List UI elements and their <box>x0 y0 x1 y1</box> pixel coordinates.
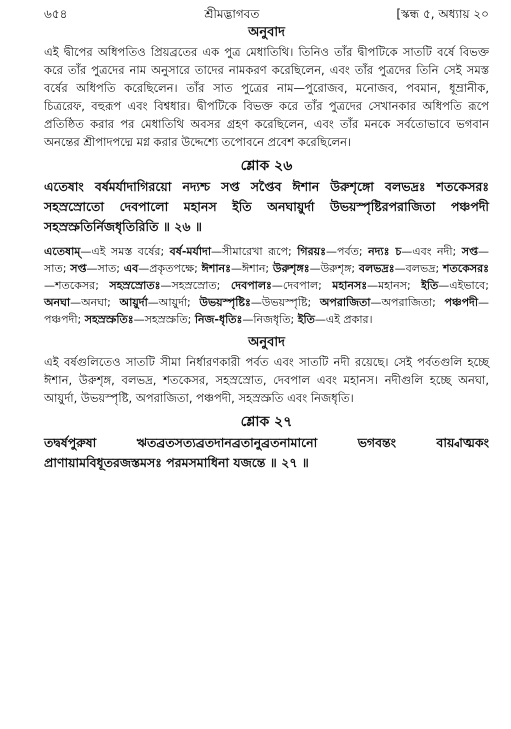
synonym-dash: — <box>478 245 490 258</box>
book-title: শ্রীমদ্ভাগবত <box>204 7 260 21</box>
synonym-meaning: সহস্রস্রুতি; <box>144 313 195 326</box>
synonym-dash: — <box>230 262 242 275</box>
chapter-reference: [স্কন্ধ ৫, অধ্যায় ২০ <box>396 7 489 21</box>
synonym-word: সপ্ত <box>70 262 87 275</box>
synonym-meaning: দেবপাল; <box>282 279 333 292</box>
verse-26-heading: শ্লোক ২৬ <box>240 158 293 174</box>
synonym-word: নদ্যঃ চ <box>368 245 402 258</box>
synonym-dash: — <box>326 245 338 258</box>
synonym-word: আয়ুর্দা <box>119 296 148 309</box>
synonym-meaning: মহানস; <box>378 279 422 292</box>
synonym-dash: — <box>394 262 406 275</box>
synonym-word: ইতি <box>297 313 315 326</box>
synonym-meaning: প্রকৃতপক্ষে; <box>149 262 202 275</box>
synonym-word: শতকেসরঃ <box>442 262 489 275</box>
synonym-dash: — <box>160 279 172 292</box>
synonym-word: দেবপালঃ <box>230 279 272 292</box>
synonym-meaning: পঞ্চপদী; <box>44 313 85 326</box>
synonym-dash: — <box>147 296 159 309</box>
synonym-dash: — <box>242 313 254 326</box>
synonym-dash: — <box>86 262 98 275</box>
synonym-dash: — <box>250 296 262 309</box>
translation-heading-2: অনুবাদ <box>248 335 285 350</box>
page-header <box>44 6 489 22</box>
synonym-dash: — <box>80 245 92 258</box>
synonyms-26 <box>44 243 489 328</box>
synonym-meaning: বলভদ্র; <box>405 262 443 275</box>
verse-26-text: এতেষাং বর্ষমর্যাদাগিরয়ো নদ্যশ্চ সপ্ত সপ্তৈব ঈশান উরুশৃঙ্গো বলভদ্রঃ শতকেসরঃ সহস্রস্রোতো দেবপালো মহানস ইতি অনঘায়ুর্দা উভয়স্পৃষ্টিরপরাজিতা পঞ্চপদী সহস্রস্রুতির্নিজধৃতিরিতি ॥ ২৬ ॥ <box>44 179 489 234</box>
synonym-dash: — <box>309 262 321 275</box>
synonym-dash: — <box>370 296 382 309</box>
synonym-word: ঈশানঃ <box>201 262 231 275</box>
page-number: ৬৫৪ <box>44 7 68 21</box>
synonym-dash: — <box>44 279 55 292</box>
synonym-meaning: এইভাবে; <box>449 279 489 292</box>
synonym-word: এতেষাম্ <box>44 245 81 258</box>
synonym-word: সহস্রস্রোতঃ <box>109 279 161 292</box>
synonym-meaning: সহস্রস্রোত; <box>171 279 231 292</box>
synonym-dash: — <box>438 279 450 292</box>
synonym-meaning: সাত; <box>97 262 124 275</box>
synonym-dash: — <box>367 279 379 292</box>
synonym-meaning: উরুশৃঙ্গ; <box>320 262 359 275</box>
verse-27-heading: শ্লোক ২৭ <box>240 414 293 430</box>
synonym-meaning: পর্বত; <box>337 245 369 258</box>
synonym-dash: — <box>70 296 82 309</box>
translation-text-1: এই দ্বীপের অধিপতিও প্রিয়ব্রতের এক পুত্র মেধাতিথি। তিনিও তাঁর দ্বীপটিকে সাতটি বর্ষে বিভক্ত করে তাঁর পুত্রদের নাম অনুসারে তাদের নামকরণ করেছিলেন, এবং তাঁর পুত্রদের তিনি সেই সমস্ত বর্ষের অধিপতি করেছিলেন। তাঁর সাত পুত্রের নাম—পুরোজব, মনোজব, পবমান, ধূম্রানীক, চিত্ররেফ, বহুরূপ এবং বিশ্বধার। দ্বীপটিকে বিভক্ত করে তাঁর পুত্রদের সেখানকার অধিপতি রূপে প্রতিষ্ঠিত করার পর মেধাতিথি অবসর গ্রহণ করেছিলেন, এবং তাঁর মনকে সর্বতোভাবে ভগবান অনন্তের শ্রীপাদপদ্মে মগ্ন করার উদ্দেশ্যে তপোবনে প্রবেশ করেছিলেন। <box>44 45 489 149</box>
synonym-word: বলভদ্রঃ <box>358 262 395 275</box>
synonym-dash: — <box>138 262 150 275</box>
synonym-dash: — <box>478 296 489 309</box>
synonym-word: পঞ্চপদী <box>444 296 478 309</box>
synonym-meaning: এই প্রকার। <box>325 313 373 326</box>
synonym-meaning: ঈশান; <box>241 262 273 275</box>
translation-text-2: এই বর্ষগুলিতেও সাতটি সীমা নির্ধারণকারী পর্বত এবং সাতটি নদী রয়েছে। সেই পর্বতগুলি হচ্ছে ঈশান, উরুশৃঙ্গ, বলভদ্র, শতকেসর, সহস্রস্রোত, দেবপাল এবং মহানস। নদীগুলি হচ্ছে অনঘা, আয়ুর্দা, উভয়স্পৃষ্টি, অপরাজিতা, পঞ্চপদী, সহস্রস্রুতি এবং নিজধৃতি। <box>44 355 489 405</box>
synonym-word: অপরাজিতা <box>319 296 371 309</box>
synonym-meaning: সীমারেখা রূপে; <box>222 245 298 258</box>
synonym-word: গিরয়ঃ <box>297 245 327 258</box>
synonym-word: নিজ-ধৃতিঃ <box>194 313 243 326</box>
synonym-word: উরুশৃঙ্গঃ <box>272 262 310 275</box>
synonym-dash: — <box>401 245 413 258</box>
synonym-meaning: শতকেসর; <box>55 279 110 292</box>
synonym-word: ইতি <box>421 279 439 292</box>
verse-27-text: তদ্বর্ষপুরুষা ঋতব্রতসত্যব্রতদানব্রতানুব্রতনামানো ভগবন্তং বায়্বাত্মকং প্রাণায়ামবিধূতরজস্তমসঃ পরমসমাধিনা যজন্তে ॥ ২৭ ॥ <box>44 435 489 470</box>
synonym-meaning: অনঘা; <box>81 296 120 309</box>
synonym-word: বর্ষ-মর্যাদা <box>169 245 212 258</box>
synonym-word: অনঘা <box>44 296 71 309</box>
synonym-dash: — <box>133 313 145 326</box>
synonym-dash: — <box>211 245 223 258</box>
synonym-meaning: অপরাজিতা; <box>381 296 445 309</box>
synonym-meaning: এই সমস্ত বর্ষের; <box>91 245 170 258</box>
synonym-meaning: উভয়স্পৃষ্টি; <box>261 296 320 309</box>
synonym-word: এব <box>123 262 139 275</box>
synonym-meaning: এবং নদী; <box>412 245 462 258</box>
synonym-word: সহস্রস্রুতিঃ <box>84 313 134 326</box>
synonym-meaning: আয়ুর্দা; <box>158 296 200 309</box>
synonym-word: মহানসঃ <box>332 279 368 292</box>
synonym-dash: — <box>314 313 326 326</box>
synonym-meaning: নিজধৃতি; <box>253 313 298 326</box>
synonym-word: সপ্ত <box>461 245 479 258</box>
translation-heading-1: অনুবাদ <box>248 25 285 40</box>
synonym-word: উভয়স্পৃষ্টিঃ <box>199 296 251 309</box>
synonym-dash: — <box>271 279 283 292</box>
synonym-meaning: সাত; <box>44 262 71 275</box>
